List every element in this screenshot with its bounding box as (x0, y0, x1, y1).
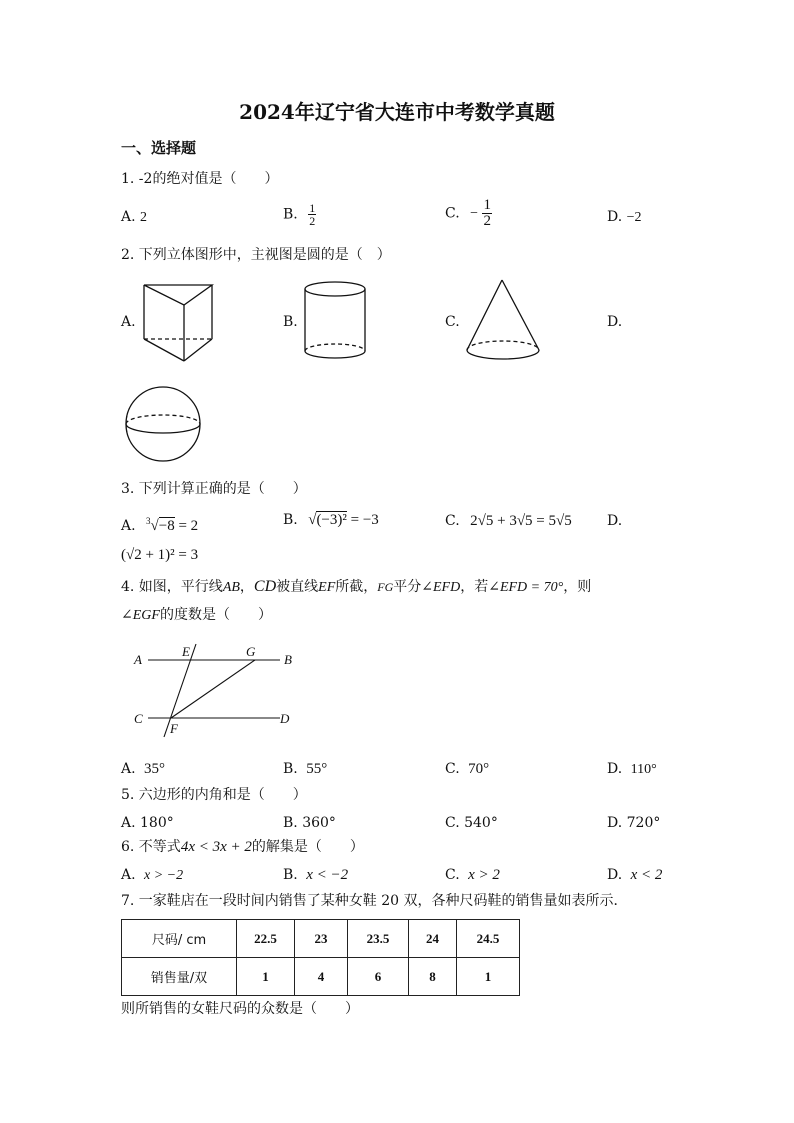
table-cell: 1 (237, 958, 295, 996)
q1-option-a: A. 2 (121, 209, 148, 225)
label-e: E (182, 644, 190, 659)
question-4-stem-line2: ∠EGF的度数是（ ） (121, 607, 272, 623)
label-b: B (284, 652, 292, 667)
q4-option-a: A. 35° (121, 761, 166, 777)
label-d: D (280, 711, 290, 726)
q6-option-a: A. x > −2 (121, 867, 184, 883)
q2-option-b-label: B. (283, 314, 298, 330)
label-c: C (134, 711, 143, 726)
q1-option-d: D. −2 (607, 209, 642, 225)
q1-option-c: C. − $\frac{1}{2}$ (445, 197, 491, 229)
table-header-size: 尺码/ cm (122, 920, 237, 958)
page-title: 2024年辽宁省大连市中考数学真题 (239, 100, 555, 124)
sphere-figure (123, 384, 203, 464)
q2-option-a-label: A. (121, 314, 136, 330)
question-7-followup: 则所销售的女鞋尺码的众数是（ ） (121, 1001, 359, 1017)
question-7-stem: 7. 一家鞋店在一段时间内销售了某种女鞋 20 双，各种尺码鞋的销售量如表所示． (121, 893, 628, 909)
cone-figure (464, 278, 544, 364)
label-g: G (246, 644, 256, 659)
q2-option-d-label: D. (607, 314, 623, 330)
table-row (122, 958, 520, 996)
triangular-prism-figure (138, 281, 220, 365)
q5-option-a: A. 180° (121, 815, 174, 831)
q3-option-a: A. $^3$√−8 = 2 (121, 516, 199, 534)
table-cell: 22.5 (237, 920, 295, 958)
table-cell: 8 (409, 958, 457, 996)
q6-option-c: C. x > 2 (445, 867, 500, 883)
q1-option-b: B. $\frac{1}{2}$ (283, 201, 316, 228)
label-f: F (170, 721, 178, 736)
segment-fg (171, 660, 255, 718)
table-header-sales: 销售量/双 (122, 958, 237, 996)
question-4-stem: 4. 如图，平行线AB，CD被直线EF所截，FG平分∠EFD，若∠EFD = 70°，则 (121, 578, 592, 595)
q4-option-c: C. 70° (445, 761, 490, 777)
q5-option-b: B. 360° (283, 815, 336, 831)
q6-option-d: D. x < 2 (607, 867, 663, 883)
q2-option-c-label: C. (445, 314, 460, 330)
q3-option-b: B. √(−3)² = −3 (283, 512, 379, 528)
q4-option-d: D. 110° (607, 761, 657, 777)
table-cell: 23.5 (348, 920, 409, 958)
parallel-lines-figure (130, 640, 310, 740)
question-2-stem: 2. 下列立体图形中，主视图是圆的是（ ） (121, 247, 391, 263)
question-5-stem: 5. 六边形的内角和是（ ） (121, 787, 307, 803)
question-6-stem: 6. 不等式4x < 3x + 2的解集是（ ） (121, 839, 364, 855)
q4-option-b: B. 55° (283, 761, 328, 777)
table-cell: 23 (295, 920, 348, 958)
q3-option-d-label: D. (607, 513, 623, 529)
q6-option-b: B. x < −2 (283, 867, 349, 883)
label-a: A (134, 652, 142, 667)
question-3-stem: 3. 下列计算正确的是（ ） (121, 481, 307, 497)
table-cell: 24.5 (457, 920, 520, 958)
table-cell: 6 (348, 958, 409, 996)
question-1-stem: 1. -2的绝对值是（ ） (121, 171, 279, 187)
table-cell: 1 (457, 958, 520, 996)
shoe-size-table (121, 919, 520, 996)
cylinder-figure (302, 279, 368, 363)
q3-option-d-expression: (√2 + 1)² = 3 (121, 547, 199, 563)
section-heading: 一、选择题 (121, 139, 197, 157)
q5-option-c: C. 540° (445, 815, 498, 831)
table-row (122, 920, 520, 958)
table-cell: 24 (409, 920, 457, 958)
table-cell: 4 (295, 958, 348, 996)
q5-option-d: D. 720° (607, 815, 661, 831)
q3-option-c: C. 2√5 + 3√5 = 5√5 (445, 513, 572, 529)
line-ef (164, 644, 196, 737)
